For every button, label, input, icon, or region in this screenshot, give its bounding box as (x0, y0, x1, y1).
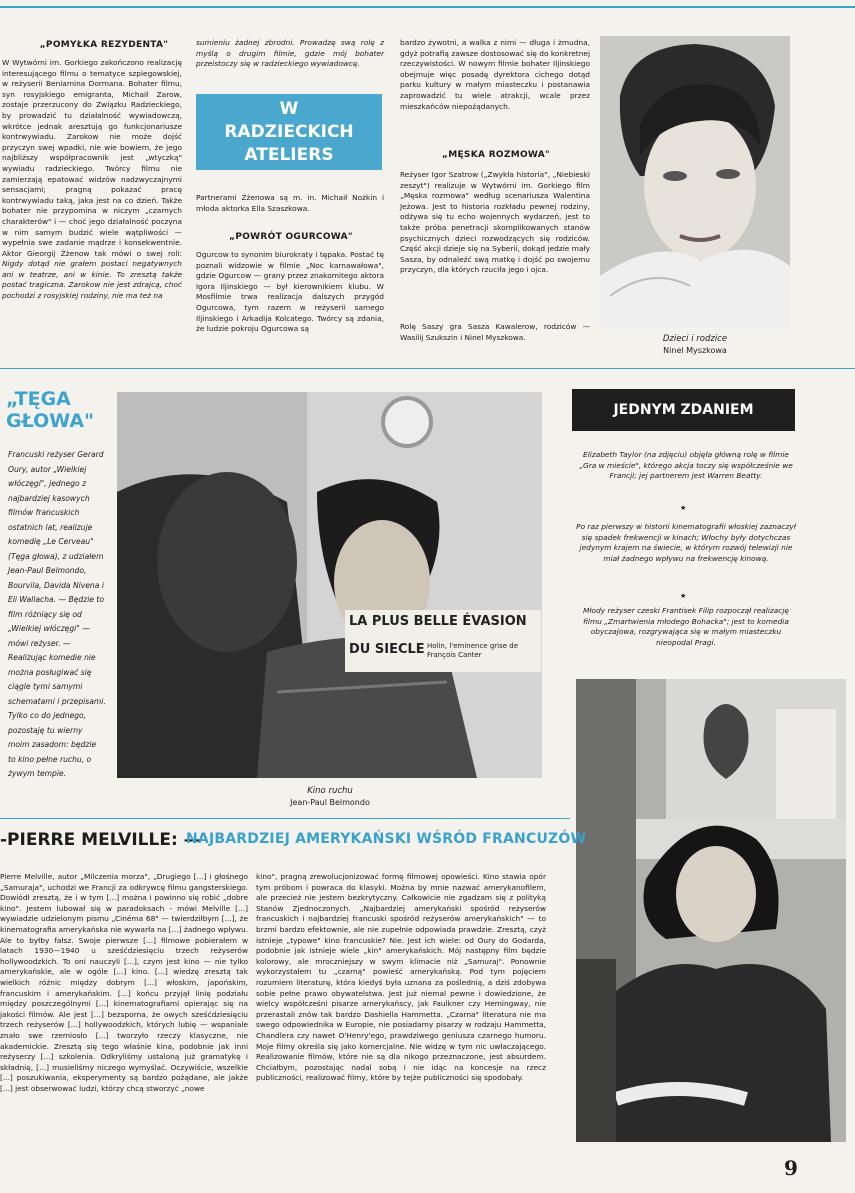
jednym-item-1 (574, 450, 798, 498)
tega-title-line1: „TĘGA (6, 388, 71, 410)
powrot-text-cont: bardzo żywotni, a walka z nimi — długa i żmudna, gdyż potrafią zawsze dostosować się do konkretnej rzeczywistości. W nowym filmie bohater Iljinskiego obejmuje więc posadę dyrektora cichego dotąd parku kultury w małym miasteczku i postanawia zaprowadzić tu wiele atrakcji, wcale przez mieszkańców niepożądanych. (400, 38, 590, 111)
article-tega-glowa (8, 448, 106, 818)
caption-belmondo: Jean-Paul Belmondo (290, 798, 370, 807)
jednym-text-3: Młody reżyser czeski Frantisek Filip rozpoczął realizację filmu „Zmartwienia młodego Bohacka"; jest to komedia obyczajowa, rozgrywająca się w małym miasteczku nieopodal Pragi. (583, 606, 789, 647)
tega-glowa-title (6, 388, 116, 432)
star-separator-2: ★ (680, 592, 687, 600)
article-meska-rozmowa (400, 170, 590, 320)
poster-line1: LA PLUS BELLE ÉVASION (349, 614, 527, 629)
article-pomylka-col2 (196, 38, 384, 82)
jednym-item-3 (574, 606, 798, 664)
tega-title-line2: GŁOWA" (6, 410, 94, 432)
photo-ninel-myszkowa (600, 36, 790, 328)
article-melville-col1 (0, 872, 248, 1148)
star-separator-1: ★ (680, 504, 687, 512)
photo-caption-ninel-name: Ninel Myszkowa (663, 346, 727, 355)
article-melville-col2 (256, 872, 546, 1148)
jednym-text-1: Elizabeth Taylor (na zdjęciu) objęła główną rolę w filmie „Gra w mieście", którego akcja toczy się współcześnie we Francji; jej partnerem jest Warren Beatty. (579, 450, 793, 481)
article-partnerami (196, 193, 384, 233)
jednym-text-2: Po raz pierwszy w historii kinematografii włoskiej zaznaczył się spadek frekwencji w kinach; Włochy były dotychczas jedynym krajem na świecie, w którym rozwój telewizji nie miał żadnego wpływu na frekwencję kinową. (576, 522, 796, 563)
tega-text: Francuski reżyser Gerard Oury, autor „Wielkiej włóczęgi", jednego z najbardziej kasowych filmów francuskich ostatnich lat, realizuje komedię „Le Cerveau" (Tęga głowa), z udziałem Jean-Paul Belmondo, Bourvila, Davida Nivena i Eli Wallacha. — Będzie to film różniący się od „Wielkiej włóczęgi" — mówi reżyser. — Realizując komedie nie można posługiwać się ciągle tymi samymi schematami i przepisami. Tylko co do jednego, pozostaję tu wierny moim zasadom: będzie to kino pełne ruchu, o żywym tempie. (8, 450, 106, 778)
powrot-text: Ogurcow to synonim biurokraty i tępaka. Postać tę poznali widzowie w filmie „Noc karnawałowa", gdzie Ogurcow — grany przez znakomitego aktora Igora Iljinskiego — był kierownikiem klubu. W Mosfilmie trwa realizacja dalszych przygód Ogurcowa, tym razem w reżyserii samego Iljinskiego i Arkadija Kolcatego. Twórcy są zdania, że ludzie pokroju Ogurcowa są (196, 250, 384, 334)
jednym-title: JEDNYM ZDANIEM (613, 402, 754, 418)
poster-sign (345, 610, 541, 672)
melville-headline-left: -PIERRE MELVILLE: — (0, 830, 201, 850)
photo-elizabeth-taylor (576, 679, 846, 1142)
portrait-illustration (600, 36, 790, 328)
pomylka-quote-cont: sumieniu żadnej zbrodni. Prowadzę swą rolę z myślą o drugim filmie, gdzie mój bohater przeistoczy się w radzieckiego wywiadowcę. (196, 38, 384, 69)
jednym-zdaniem-header (572, 389, 795, 431)
article-powrot-col3 (400, 38, 590, 111)
heading-powrot-ogurcowa: „POWRÓT OGURCOWA" (229, 232, 353, 242)
jednym-item-2 (574, 522, 798, 588)
partnerami-text: Partnerami Żżenowa są m. in. Michaił Nożkin i młoda aktorka Ella Szaszkowa. (196, 193, 384, 213)
heading-meska-rozmowa: „MĘSKA ROZMOWA" (442, 150, 550, 160)
caption-kino-ruchu: Kino ruchu (307, 786, 353, 796)
meska-text: Reżyser Igor Szatrow („Zwykła historia", „Niebieski zeszyt") realizuje w Wytwórni im. Gorkiego film „Męska rozmowa" według scenariusza Walentina Jeżowa. Jest to historia rozkładu pewnej rodziny, odżywa się tu echo wojennych wydarzeń, jest to także próba penetracji skomplikowanych stanów psychicznych dzieci rozwodzących się rodziców. Część akcji dzieje się na Syberii, dokąd jedzie mały Sasza, by odnaleźć swą matkę i dojść po swojemu przyczyn, dla których rzuciła jego i ojca. (400, 170, 590, 275)
pomylka-text: W Wytwórni im. Gorkiego zakończono realizację interesującego filmu o tematyce szpiegowskiej, w reżyserii Beniamina Dormana. Bohater filmu, syn rosyjskiego emigranta, Michaił Zarow, zostaje przerzucony do Związku Radzieckiego, by prowadzić tu działalność wywiadowczą, wkrótce jednak aresztują go funkcjonariusze kontrwywiadu. Zarokow nie może dojść przyczyn swej wpadki, nie wie bowiem, że jego najbliższy współpracownik jest „wtyczką" wywiadu radzieckiego. Twórcy filmu nie zamierzają epatować widzów nadzwyczajnymi sensacjami; pragną pokazać pracę kontrwywiadu taką, jaka jest na co dzień. Także bohater nie przypomina w niczym „czarnych charakterów" i — choć jego działalność poczyna w nim samym budzić wiele wątpliwości — wypełnia swe zadanie mądrze i konsekwentnie. Aktor Gieorgij Żżenow tak mówi o swej roli: (2, 58, 182, 258)
heading-pomylka-rezydenta: „POMYŁKA REZYDENTA" (39, 40, 169, 50)
box-w-radzieckich-ateliers (196, 94, 382, 170)
photo-caption-ninel-title: Dzieci i rodzice (662, 334, 728, 344)
melville-headline-right: NAJBARDZIEJ AMERYKAŃSKI WŚRÓD FRANCUZÓW (186, 831, 587, 847)
meska-rola-text: Rolę Saszy gra Sasza Kawalerow, rodziców — Wasilij Szukszin i Ninel Myszkowa. (400, 322, 590, 342)
top-rule (0, 6, 855, 8)
page-number: 9 (784, 1156, 798, 1180)
poster-line2: DU SIECLE (349, 642, 425, 657)
rule-top-section (0, 368, 855, 369)
photo-belmondo (117, 392, 542, 778)
article-powrot-col2 (196, 250, 384, 358)
article-meska-rola (400, 322, 590, 358)
belmondo-illustration (117, 392, 542, 778)
rule-bottom-section (0, 818, 570, 819)
melville-text-1: Pierre Melville, autor „Milczenia morza", „Drugiego [...] i głośnego „Samuraja", uchodzi we Francji za odkrywcę filmu gangsterskiego. Dowiódł zresztą, że i w tym [...] można i powinno się robić „dobre kino". Jestem lubował się w paradoksach - mówi Melville [...] wywiadzie udzielonym pismu „Cinéma 68" — twierdziłbym [...], że kinematografia amerykańska nie wywarła na [...] żadnego wpływu. Ale to byłby fałsz. Swoje pierwsze [...] filmowe pobierałem w latach 1930—1940 u sześćdziesięciu trzech reżyserów hollywoodzkich. To oni nauczyli [...], czym jest kino — nie tylko amerykańskie, ale w ogóle [...] kino. [...] wiedzę zresztą tak wielkich różnic między dobrym [...] włoskim, japońskim, francuskim i amerykańskim. [...] końcu przyjął linię podziału między poszczególnymi [...] kinematografiami opierając się na jakości filmów. Ale jest [...] bezsporna, że owych sześćdziesięciu trzech reżyserów [...] hollywoodzkich, których lubię — wspaniale znało swe rzemiosło [...] tworzyło rzeczy klasyczne, nie akademickie. Zresztą się tego właśnie kina, podobnie jak inni reżyserzy [...] szkolenia. Odkryliśmy ustaloną już gramatykę i składnię, [...] musieliśmy niczego wymyślać. Oczywiście, wszelkie [...] poszukiwania, eksperymenty są bardzo pożądane, ale jakże [...] jest obserwować ludzi, którzy chcą stworzyć „nowe (0, 872, 248, 1093)
pomylka-quote: Nigdy dotąd nie grałem postaci negatywnych ani w teatrze, ani w kinie. To zresztą także postać tragiczna. Zarokow nie jest zdrajcą, choć pochodzi z rosyjskiej rodziny, nie ma też na (2, 259, 182, 301)
box-title: W RADZIECKICH ATELIERS (224, 98, 354, 165)
poster-small: Holin, l'eminence grise de François Canter (427, 642, 519, 659)
taylor-illustration (576, 679, 846, 1142)
melville-text-2: kino", pragną zrewolucjonizować formę filmowej opowieści. Kino stawia opór tym próbom i powraca do klasyki. Można by mnie nazwać amerykanofilem, ale przecież nie jestem bezkrytyczny. Całkowicie nie zgadzam się z polityką Stanów Zjednoczonych. „Najbardziej amerykański spośród reżyserów francuskich i najbardziej francuski spośród reżyserów amerykańskich" — to brzmi bardzo efektownie, ale nie zupełnie odpowiada prawdzie. Zresztą, czyż istnieje „typowe" kino francuskie? Nie. Jest ich wiele: od Oury do Godarda, podobnie jak istnieje wiele „kin" amerykańskich. Mój następny film będzie kolorowy, ale mroczniejszy w swym klimacie niż „Samuraj". Ponownie wykorzystałem tu „czarną" powieść amerykańską. Pod tym pojęciem rozumiem literaturę, która kiedyś była uznana za poślednią, a dziś zdobywa sobie pełne prawo obywatelstwa. Jest już niemal pewne i dowiedzione, że wielcy współcześni pisarze amerykańscy, jak Faulkner czy Hemingway, nie przerastali znów tak bardzo Dashiella Hammetta. „Czarna" literatura nie ma swego odpowiednika w Europie, nie posiadamy pisarzy w rodzaju Hammetta, Chandlera czy nawet O'Henry'ego, prawdziwego geniusza czarnego humoru. Moje filmy określa się jako komercjalne. Nie widzę w tym nic uwłaczającego. Realizowanie filmów, które nie są dla nikogo przeznaczone, jest absurdem. Chciałbym, pozostając nadal sobą i nie idąc na koncesje na rzecz publiczności, realizować filmy, które by tejże publiczności się spodobały. (256, 872, 546, 1083)
article-pomylka-col1 (2, 58, 182, 358)
